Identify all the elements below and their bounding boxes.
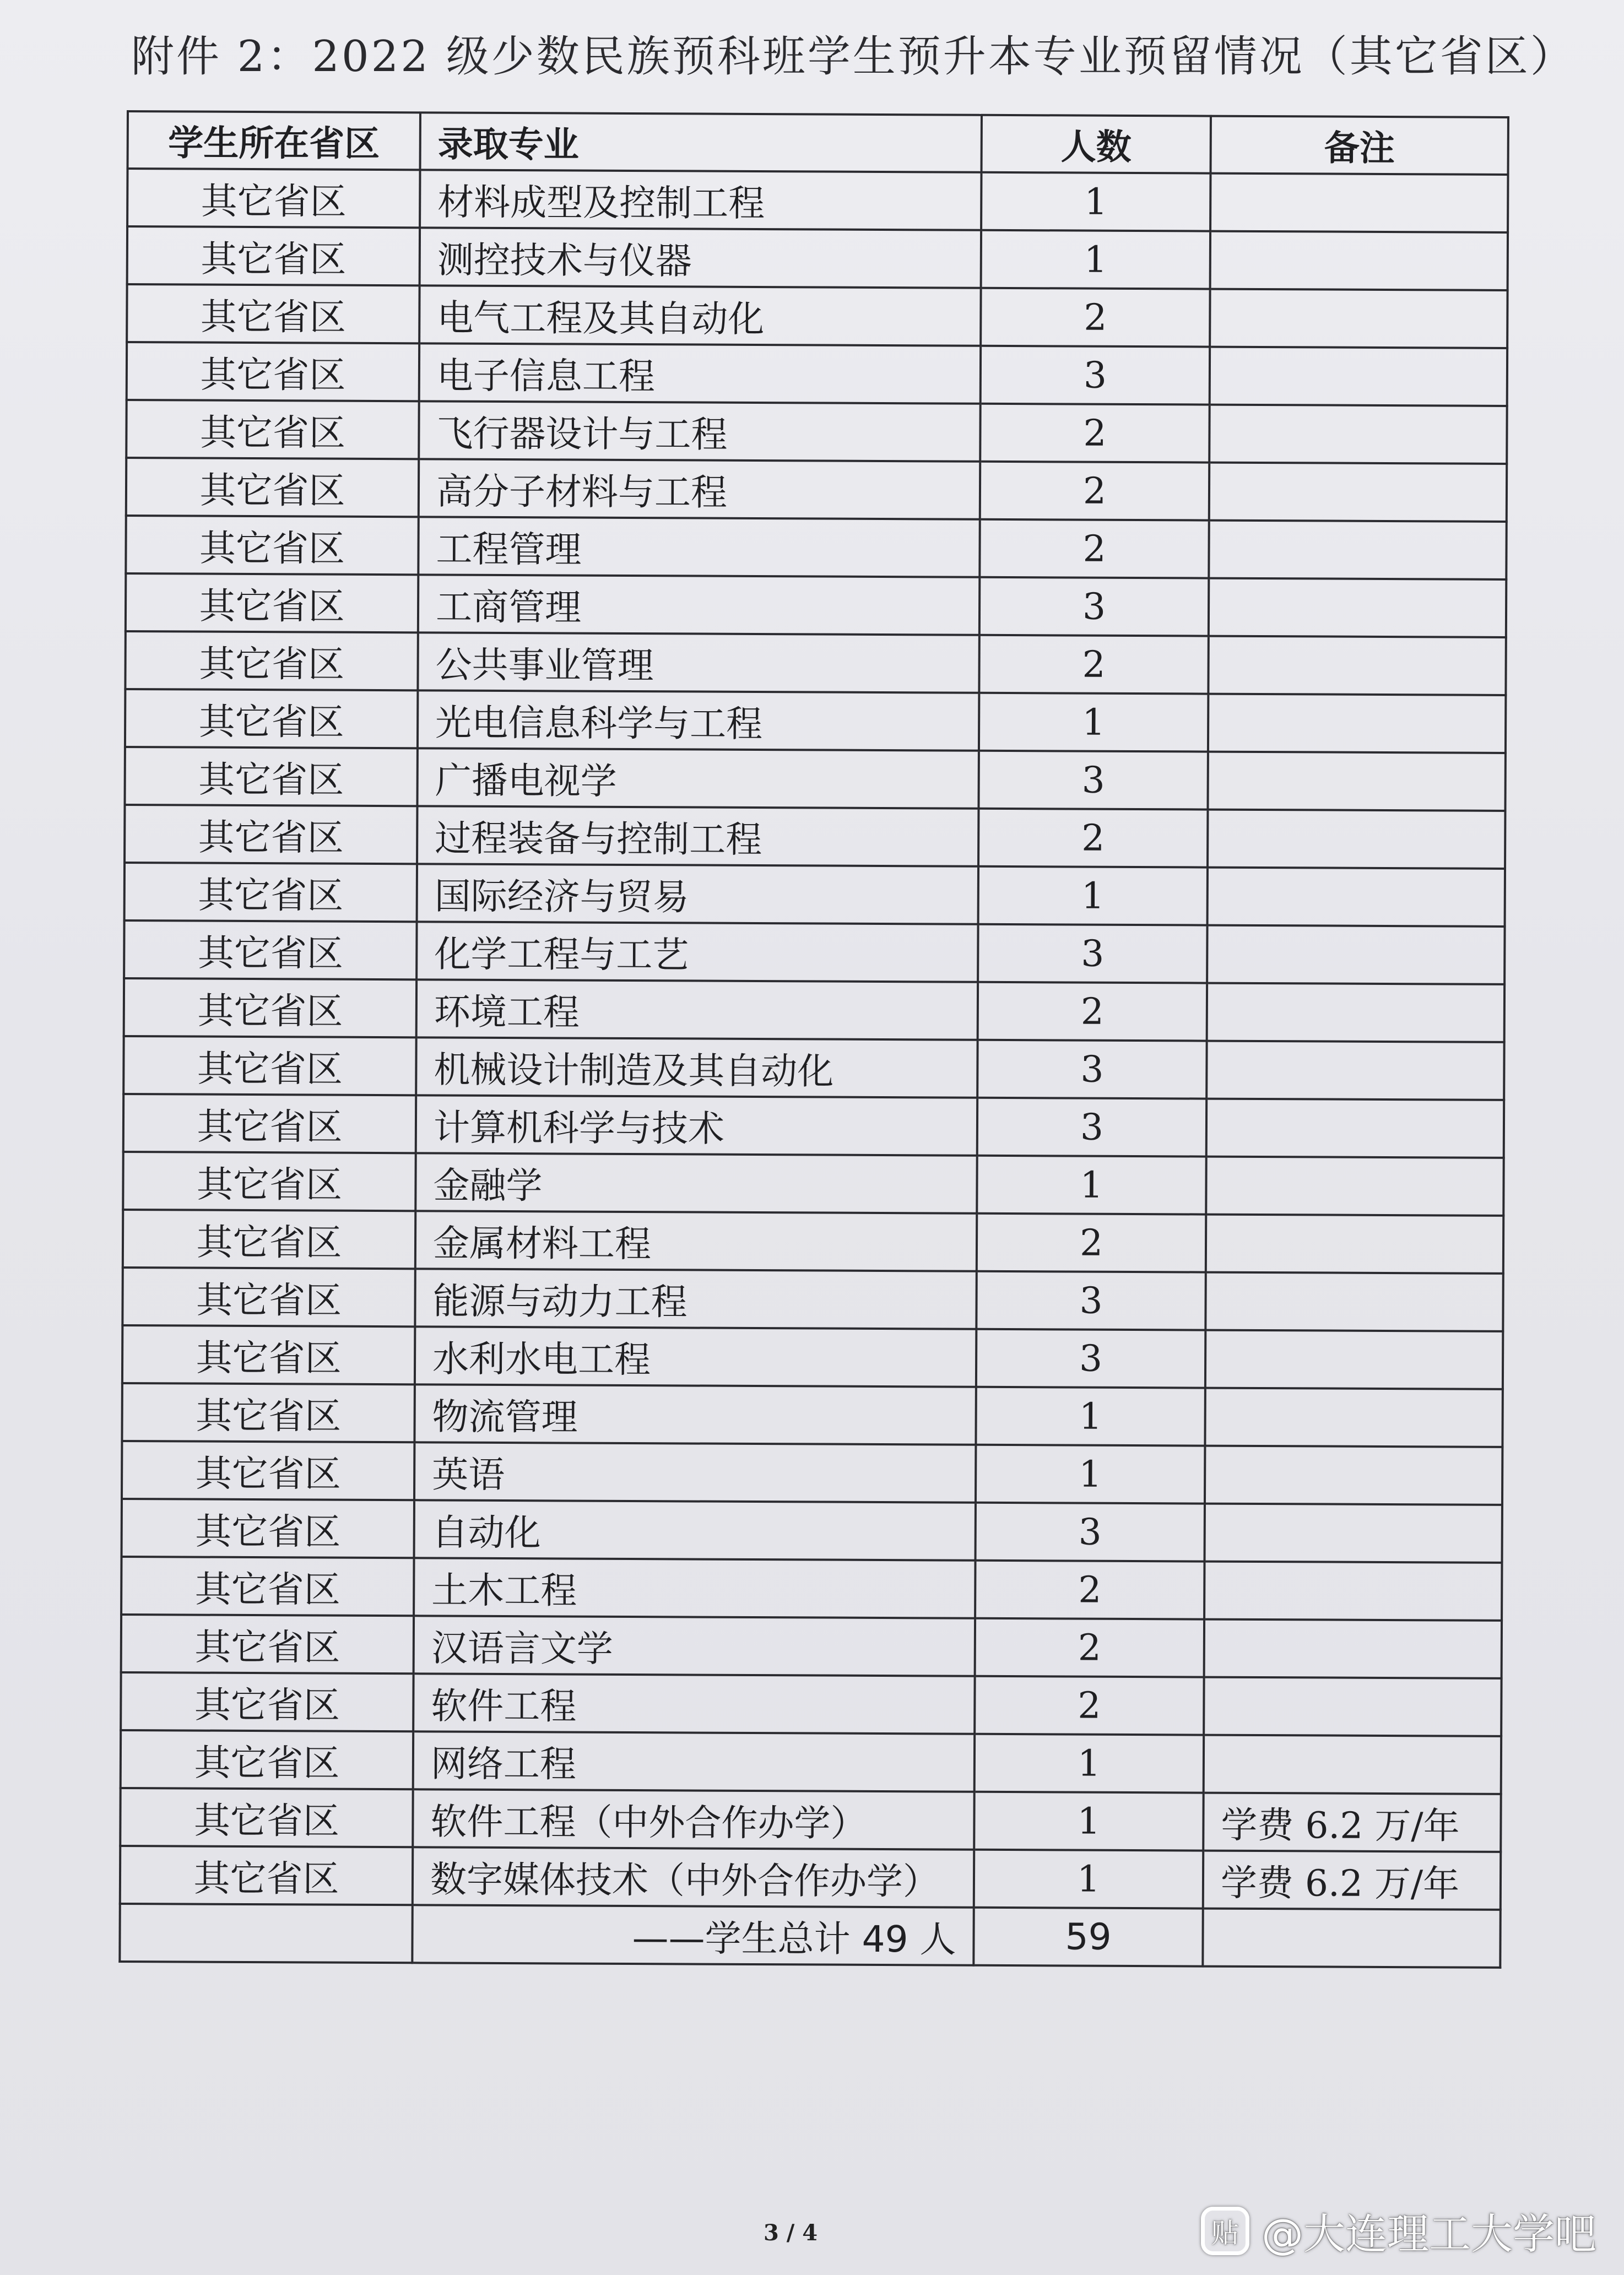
count-cell: 1 — [979, 693, 1208, 752]
table-row — [124, 863, 1505, 927]
note-cell — [1208, 868, 1505, 927]
note-cell — [1205, 1504, 1502, 1563]
province-cell: 其它省区 — [127, 226, 420, 285]
major-cell: 公共事业管理 — [418, 632, 979, 692]
note-cell — [1206, 1215, 1503, 1274]
count-cell: 1 — [976, 1445, 1205, 1504]
watermark-text: @大连理工大学吧 — [1262, 2209, 1596, 2258]
note-cell — [1208, 694, 1506, 753]
table-row — [127, 169, 1508, 232]
table-body — [120, 169, 1508, 1910]
note-cell — [1207, 983, 1504, 1042]
province-cell: 其它省区 — [122, 1499, 414, 1558]
note-cell — [1206, 1041, 1504, 1100]
province-cell: 其它省区 — [127, 169, 420, 228]
major-cell: 国际经济与贸易 — [417, 864, 978, 924]
major-cell: 高分子材料与工程 — [419, 459, 980, 519]
table-row — [125, 631, 1506, 695]
note-cell: 学费 6.2 万/年 — [1203, 1851, 1501, 1910]
note-cell — [1204, 1735, 1501, 1794]
header-province: 学生所在省区 — [128, 111, 420, 170]
note-cell — [1210, 347, 1507, 406]
province-cell: 其它省区 — [123, 1036, 416, 1095]
note-cell — [1205, 1330, 1503, 1389]
total-row — [120, 1904, 1500, 1968]
major-cell: 物流管理 — [414, 1384, 976, 1444]
count-cell: 1 — [974, 1792, 1203, 1851]
table-row — [126, 573, 1506, 637]
major-cell: 土木工程 — [414, 1558, 975, 1618]
count-cell: 3 — [978, 924, 1207, 983]
note-cell — [1209, 521, 1506, 579]
count-cell: 1 — [981, 230, 1210, 289]
major-cell: 光电信息科学与工程 — [418, 690, 979, 750]
note-cell — [1208, 810, 1505, 869]
province-cell: 其它省区 — [123, 1210, 415, 1269]
province-cell: 其它省区 — [123, 1152, 415, 1211]
province-cell: 其它省区 — [122, 1383, 414, 1442]
table-row — [122, 1499, 1502, 1563]
table-row — [121, 1615, 1502, 1678]
major-cell: 软件工程（中外合作办学） — [413, 1789, 974, 1849]
note-cell — [1208, 752, 1505, 811]
province-cell: 其它省区 — [122, 1325, 415, 1384]
document-title: 附件 2：2022 级少数民族预科班学生预升本专业预留情况（其它省区） — [131, 32, 1576, 82]
province-cell: 其它省区 — [122, 1268, 415, 1326]
province-cell: 其它省区 — [122, 1441, 414, 1500]
table-header-row — [128, 111, 1508, 175]
province-cell: 其它省区 — [123, 1094, 416, 1153]
table-row — [120, 1788, 1501, 1852]
table-row — [123, 1094, 1504, 1158]
major-cell: 工商管理 — [418, 575, 979, 635]
count-cell: 1 — [978, 866, 1208, 925]
table-row — [122, 1268, 1503, 1331]
header-major: 录取专业 — [420, 112, 982, 172]
province-cell: 其它省区 — [125, 689, 418, 748]
page-number: 3 / 4 — [764, 2220, 818, 2246]
major-cell: 金属材料工程 — [415, 1211, 977, 1271]
note-cell — [1204, 1677, 1501, 1736]
major-cell: 工程管理 — [418, 517, 979, 577]
table-row — [123, 1036, 1504, 1100]
major-cell: 广播电视学 — [417, 748, 978, 808]
note-cell — [1204, 1619, 1502, 1678]
major-cell: 飞行器设计与工程 — [419, 401, 980, 461]
count-cell: 3 — [977, 1040, 1206, 1099]
total-province-cell — [120, 1904, 412, 1963]
count-cell: 2 — [978, 982, 1207, 1041]
note-cell — [1207, 925, 1504, 984]
count-cell: 3 — [976, 1329, 1205, 1388]
province-cell: 其它省区 — [127, 342, 419, 401]
count-cell: 2 — [979, 635, 1208, 694]
count-cell: 3 — [978, 751, 1208, 810]
table-row — [127, 226, 1508, 290]
total-value: 59 — [973, 1908, 1203, 1967]
province-cell: 其它省区 — [121, 1615, 414, 1673]
note-cell — [1206, 1099, 1504, 1158]
table-row — [120, 1846, 1501, 1910]
table-row — [125, 689, 1506, 753]
header-count: 人数 — [982, 115, 1211, 174]
table-row — [127, 284, 1507, 348]
major-cell: 能源与动力工程 — [415, 1269, 976, 1329]
count-cell: 1 — [981, 172, 1210, 231]
table-row — [122, 1325, 1503, 1389]
count-cell: 1 — [975, 1734, 1204, 1793]
note-cell — [1210, 289, 1507, 348]
note-cell — [1205, 1388, 1502, 1447]
province-cell: 其它省区 — [127, 284, 419, 343]
province-cell: 其它省区 — [125, 631, 418, 690]
count-cell: 2 — [977, 1214, 1206, 1272]
count-cell: 2 — [980, 462, 1209, 521]
major-cell: 材料成型及控制工程 — [420, 170, 981, 230]
table-row — [124, 920, 1504, 984]
province-cell: 其它省区 — [120, 1846, 413, 1905]
table-row — [123, 1152, 1503, 1216]
major-cell: 软件工程 — [413, 1673, 975, 1734]
major-cell: 电子信息工程 — [419, 343, 981, 403]
count-cell: 1 — [976, 1387, 1205, 1446]
header-note: 备注 — [1211, 116, 1508, 175]
table-row — [121, 1672, 1501, 1736]
note-cell — [1210, 231, 1508, 290]
count-cell: 3 — [976, 1271, 1205, 1330]
province-cell: 其它省区 — [126, 458, 419, 517]
major-cell: 测控技术与仪器 — [420, 228, 981, 288]
table-row — [126, 458, 1507, 522]
province-cell: 其它省区 — [126, 400, 419, 459]
major-cell: 环境工程 — [416, 979, 978, 1039]
table-row — [122, 1441, 1502, 1505]
province-cell: 其它省区 — [124, 920, 416, 979]
count-cell: 2 — [981, 288, 1210, 347]
count-cell: 3 — [976, 1503, 1205, 1562]
major-cell: 网络工程 — [413, 1731, 975, 1791]
major-cell: 英语 — [414, 1442, 976, 1502]
province-cell: 其它省区 — [124, 747, 417, 806]
province-cell: 其它省区 — [121, 1730, 413, 1789]
count-cell: 1 — [974, 1850, 1203, 1909]
province-cell: 其它省区 — [126, 516, 418, 575]
reservation-table — [118, 110, 1509, 1969]
major-cell: 自动化 — [414, 1500, 976, 1560]
count-cell: 3 — [981, 346, 1210, 405]
table-row — [124, 747, 1505, 811]
table-row — [124, 978, 1504, 1042]
note-cell — [1204, 1562, 1502, 1621]
count-cell: 1 — [977, 1156, 1206, 1215]
total-note-cell — [1203, 1909, 1500, 1968]
tieba-logo-icon: 贴 — [1201, 2207, 1249, 2255]
table-row — [123, 1210, 1503, 1274]
watermark — [1201, 2201, 1596, 2261]
note-cell — [1205, 1446, 1502, 1505]
province-cell: 其它省区 — [121, 1557, 414, 1616]
note-cell — [1209, 463, 1507, 522]
note-cell — [1209, 578, 1506, 637]
count-cell: 2 — [980, 404, 1209, 463]
province-cell: 其它省区 — [120, 1788, 413, 1847]
major-cell: 过程装备与控制工程 — [417, 806, 978, 866]
count-cell: 3 — [979, 577, 1209, 636]
province-cell: 其它省区 — [124, 863, 417, 922]
count-cell: 2 — [975, 1561, 1204, 1619]
note-cell: 学费 6.2 万/年 — [1203, 1793, 1501, 1852]
major-cell: 化学工程与工艺 — [416, 922, 978, 982]
table-row — [121, 1730, 1501, 1794]
major-cell: 电气工程及其自动化 — [419, 285, 981, 345]
count-cell: 3 — [977, 1098, 1206, 1157]
major-cell: 数字媒体技术（中外合作办学） — [413, 1847, 974, 1907]
count-cell: 2 — [979, 519, 1209, 578]
table-row — [127, 342, 1507, 406]
note-cell — [1209, 405, 1507, 464]
major-cell: 汉语言文学 — [414, 1616, 975, 1676]
table-row — [126, 516, 1506, 579]
major-cell: 金融学 — [415, 1153, 977, 1213]
table-row — [121, 1557, 1502, 1621]
province-cell: 其它省区 — [121, 1672, 413, 1731]
table-row — [126, 400, 1507, 464]
note-cell — [1210, 174, 1508, 232]
total-label: ——学生总计 49 人 — [412, 1905, 973, 1965]
count-cell: 2 — [975, 1618, 1204, 1677]
province-cell: 其它省区 — [124, 805, 417, 864]
count-cell: 2 — [975, 1676, 1204, 1735]
province-cell: 其它省区 — [126, 573, 418, 632]
note-cell — [1206, 1157, 1503, 1216]
province-cell: 其它省区 — [124, 978, 416, 1037]
table-row — [122, 1383, 1502, 1447]
count-cell: 2 — [978, 809, 1208, 868]
major-cell: 水利水电工程 — [415, 1326, 976, 1386]
note-cell — [1205, 1272, 1503, 1331]
major-cell: 机械设计制造及其自动化 — [416, 1037, 977, 1097]
table-row — [124, 805, 1505, 869]
major-cell: 计算机科学与技术 — [416, 1095, 977, 1155]
note-cell — [1208, 636, 1506, 695]
